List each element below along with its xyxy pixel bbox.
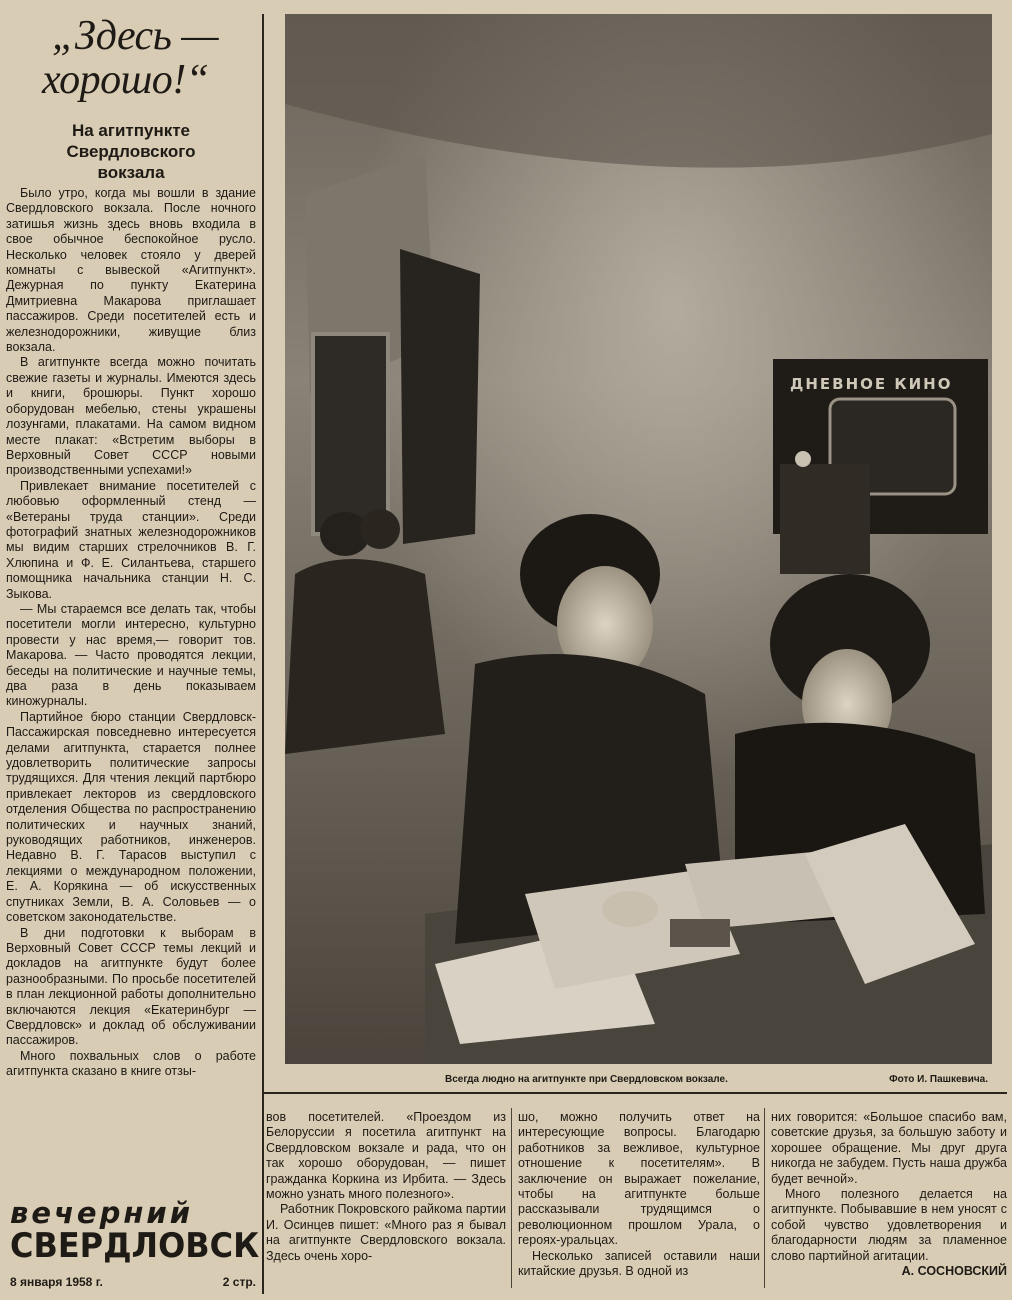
masthead-line-1: вечерний <box>10 1196 194 1230</box>
article-column-2 <box>266 1110 506 1264</box>
paragraph: них говорится: «Большое спасибо вам, советские друзья, за большую заботу и хорошее обращение. Мы друг друга никогда не забудем. Пусть наша дружба будет вечной». <box>771 1110 1007 1186</box>
paragraph: — Мы стараемся все делать так, чтобы посетители могли интересно, культурно провести у нас время,— говорит тов. Макарова. — Часто проводятся лекции, беседы на политические и научные темы, два раза в день показываем киножурналы. <box>6 601 256 709</box>
sign-text: ДНЕВНОЕ КИНО <box>790 375 953 393</box>
article-column-3 <box>518 1110 760 1279</box>
paragraph: Много похвальных слов о работе агитпункта сказано в книге отзы- <box>6 1048 256 1079</box>
subhead-line-1: На агитпункте <box>71 121 191 140</box>
column-divider <box>511 1108 512 1288</box>
paragraph: вов посетителей. «Проездом из Белоруссии я посетила агитпункт на Свердловском вокзале и рада, что он так хорошо оборудован, — пишет гражданка Коркина из Ирбита. — Здесь можно узнать много полезного». <box>266 1110 506 1202</box>
article-headline <box>38 14 253 102</box>
headline-line-1: „Здесь — <box>52 13 219 59</box>
photo-caption: Всегда людно на агитпункте при Свердловском вокзале. <box>445 1074 728 1085</box>
paragraph: Было утро, когда мы вошли в здание Свердловского вокзала. После ночного затишья жизнь здесь вновь входила в свое обычное беспокойное русло. Несколько человек стояло у дверей комнаты с вывеской «Агитпункт». Дежурная по пункту Екатерина Дмитриевна Макарова приглашает пассажиров. Среди посетителей есть и железнодорожники, живущие близ вокзала. <box>6 186 256 355</box>
dateline <box>10 1275 256 1289</box>
paragraph: В дни подготовки к выборам в Верховный Совет СССР темы лекций и докладов на агитпункте будут более разнообразными. По просьбе посетителей в план лекционной работы дополнительно включаются лекция «Екатеринбург — Свердловск» и доклад об обслуживании пассажиров. <box>6 925 256 1048</box>
article-author: А. СОСНОВСКИЙ <box>901 1264 1007 1279</box>
paragraph: Партийное бюро станции Свердловск-Пассажирская повседневно интересуется делами агитпункта, старается полнее удовлетворить политические запросы трудящихся. Для чтения лекций партбюро привлекает лекторов из свердловского отделения Общества по распространению политических и научных знаний, руководящих работников, инженеров. Недавно В. Г. Тарасов выступил с лекциями о международном положении, Е. А. Корякина — об искусственных спутниках Земли, В. А. Соловьев — о советском законодательстве. <box>6 709 256 925</box>
photo-credit: Фото И. Пашкевича. <box>889 1074 988 1085</box>
paragraph: Работник Покровского райкома партии И. Осинцев пишет: «Много раз я бывал на агитпункте Свердловского вокзала. Здесь очень хоро- <box>266 1202 506 1263</box>
paragraph: Привлекает внимание посетителей с любовью оформленный стенд — «Ветераны труда станции». Среди фотографий знатных железнодорожников мы видим старших стрелочников В. Г. Хлюпина и Ф. Е. Силантьева, старшего помощника начальника станции Н. С. Зыкова. <box>6 478 256 601</box>
subhead-line-3: вокзала <box>97 163 165 182</box>
column-divider <box>764 1108 765 1288</box>
horizontal-rule <box>264 1092 1007 1094</box>
left-column <box>0 0 262 1300</box>
paragraph: шо, можно получить ответ на интересующие вопросы. Благодарю работников за вежливое, культурное отношение к посетителям». В заключение он выражает пожелание, чтобы на агитпункте больше рассказывали трудящимся о революционном прошлом Урала, о героях-уральцах. <box>518 1110 760 1248</box>
article-subhead <box>6 120 256 183</box>
column-divider <box>262 14 264 1294</box>
article-body-left <box>6 186 256 1080</box>
headline-line-2: хорошо!“ <box>42 57 209 103</box>
subhead-line-2: Свердловского <box>66 142 196 161</box>
article-column-4 <box>771 1110 1007 1279</box>
page-number: 2 стр. <box>222 1275 256 1289</box>
paragraph: Много полезного делается на агитпункте. Побывавшие в нем уносят с собой чувство удовлетворения и благодарности людям за пламенное слово партийной агитации. <box>771 1187 1007 1263</box>
paragraph: В агитпункте всегда можно почитать свежие газеты и журналы. Имеются здесь и книги, брошюры. Пункт хорошо оборудован мебелью, стены украшены лозунгами, плакатами. На самом видном месте плакат: «Встретим выборы в Верховный Совет СССР новыми производственными успехами!» <box>6 355 256 478</box>
newspaper-masthead <box>10 1198 258 1264</box>
paragraph: Несколько записей оставили наши китайские друзья. В одной из <box>518 1248 760 1279</box>
issue-date: 8 января 1958 г. <box>10 1275 103 1289</box>
photo-caption-row <box>285 1072 992 1090</box>
article-photo <box>285 14 992 1064</box>
masthead-line-2: СВЕРДЛОВСК <box>10 1226 260 1266</box>
